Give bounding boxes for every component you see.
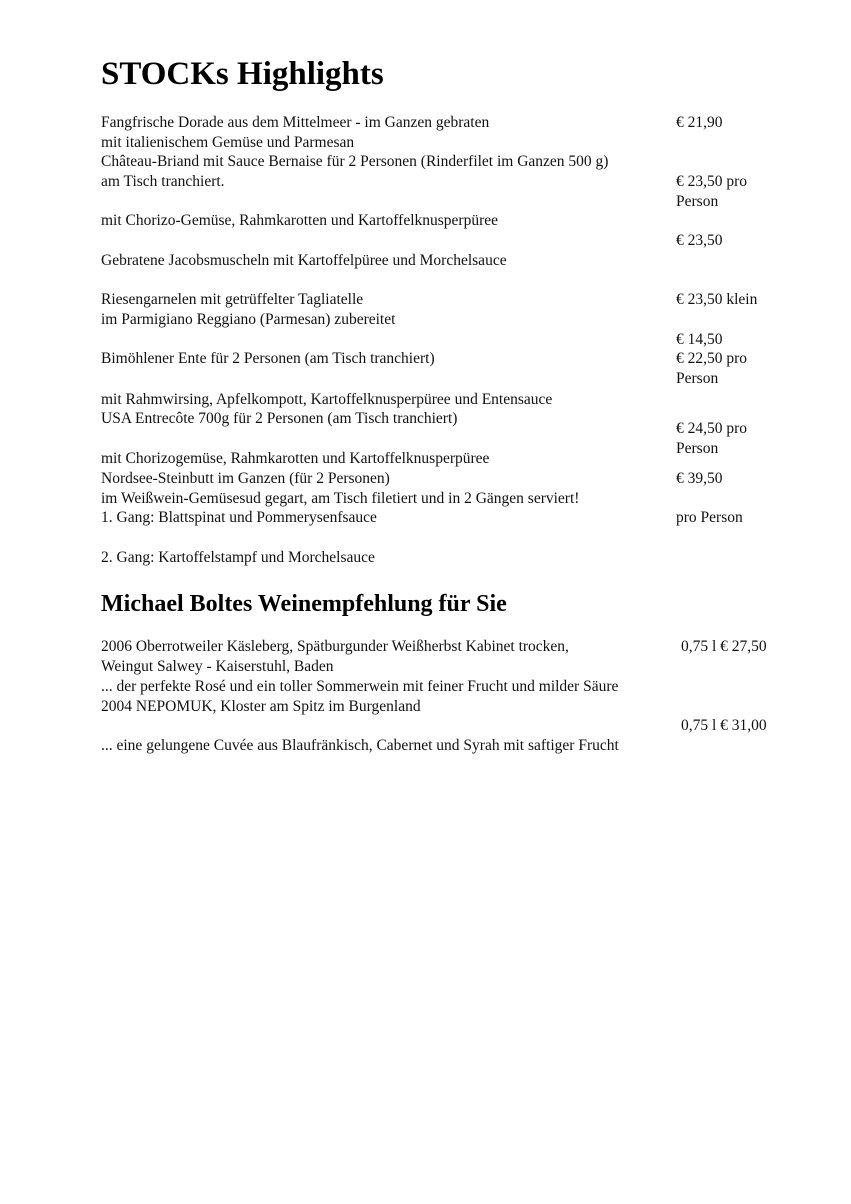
wine-line: Weingut Salwey - Kaiserstuhl, Baden [101,658,334,675]
price-text: Person [676,193,719,210]
price-text: € 22,50 pro [676,350,748,367]
dish-line: 1. Gang: Blattspinat und Pommerysenfsauce [101,509,377,526]
price-text: Person [676,440,719,457]
price-text: € 23,50 [676,232,723,249]
dish-line: Riesengarnelen mit getrüffelter Tagliatelle [101,291,364,308]
wine-line: 2006 Oberrotweiler Käsleberg, Spätburgunder Weißherbst Kabinet trocken, [101,638,569,655]
dish-line: Nordsee-Steinbutt im Ganzen (für 2 Personen) [101,470,390,487]
price-text: € 23,50 pro [676,173,748,190]
dish-line: Gebratene Jacobsmuscheln mit Kartoffelpüree und Morchelsauce [101,252,507,269]
wine-price-text: 0,75 l € 31,00 [681,717,767,734]
wine-line: 2004 NEPOMUK, Kloster am Spitz im Burgenland [101,698,421,715]
dish-line: 2. Gang: Kartoffelstampf und Morchelsauce [101,549,375,566]
dish-line: mit Chorizogemüse, Rahmkarotten und Kartoffelknusperpüree [101,450,490,467]
highlights-heading: STOCKs Highlights [101,56,384,92]
wine-heading: Michael Boltes Weinempfehlung für Sie [101,591,507,617]
price-text: € 24,50 pro [676,420,748,437]
dish-line: Bimöhlener Ente für 2 Personen (am Tisch tranchiert) [101,350,435,367]
dish-line: am Tisch tranchiert. [101,173,225,190]
dish-line: USA Entrecôte 700g für 2 Personen (am Tisch tranchiert) [101,410,458,427]
dish-line: mit Chorizo-Gemüse, Rahmkarotten und Kartoffelknusperpüree [101,212,499,229]
wine-price-text: 0,75 l € 27,50 [681,638,767,655]
wine-line: ... der perfekte Rosé und ein toller Sommerwein mit feiner Frucht und milder Säure [101,678,619,695]
dish-line: mit italienischem Gemüse und Parmesan [101,134,355,151]
price-text: € 39,50 [676,470,723,487]
price-text: € 21,90 [676,114,723,131]
dish-line: Château-Briand mit Sauce Bernaise für 2 Personen (Rinderfilet im Ganzen 500 g) [101,153,609,170]
dish-line: Fangfrische Dorade aus dem Mittelmeer - im Ganzen gebraten [101,114,490,131]
price-text: € 23,50 klein [676,291,758,308]
price-text: pro Person [676,509,743,526]
dish-line: mit Rahmwirsing, Apfelkompott, Kartoffelknusperpüree und Entensauce [101,391,553,408]
dish-line: im Weißwein-Gemüsesud gegart, am Tisch filetiert und in 2 Gängen serviert! [101,490,580,507]
price-text: € 14,50 [676,331,723,348]
dish-line: im Parmigiano Reggiano (Parmesan) zubereitet [101,311,396,328]
price-text: Person [676,370,719,387]
wine-line: ... eine gelungene Cuvée aus Blaufränkisch, Cabernet und Syrah mit saftiger Frucht [101,737,619,754]
